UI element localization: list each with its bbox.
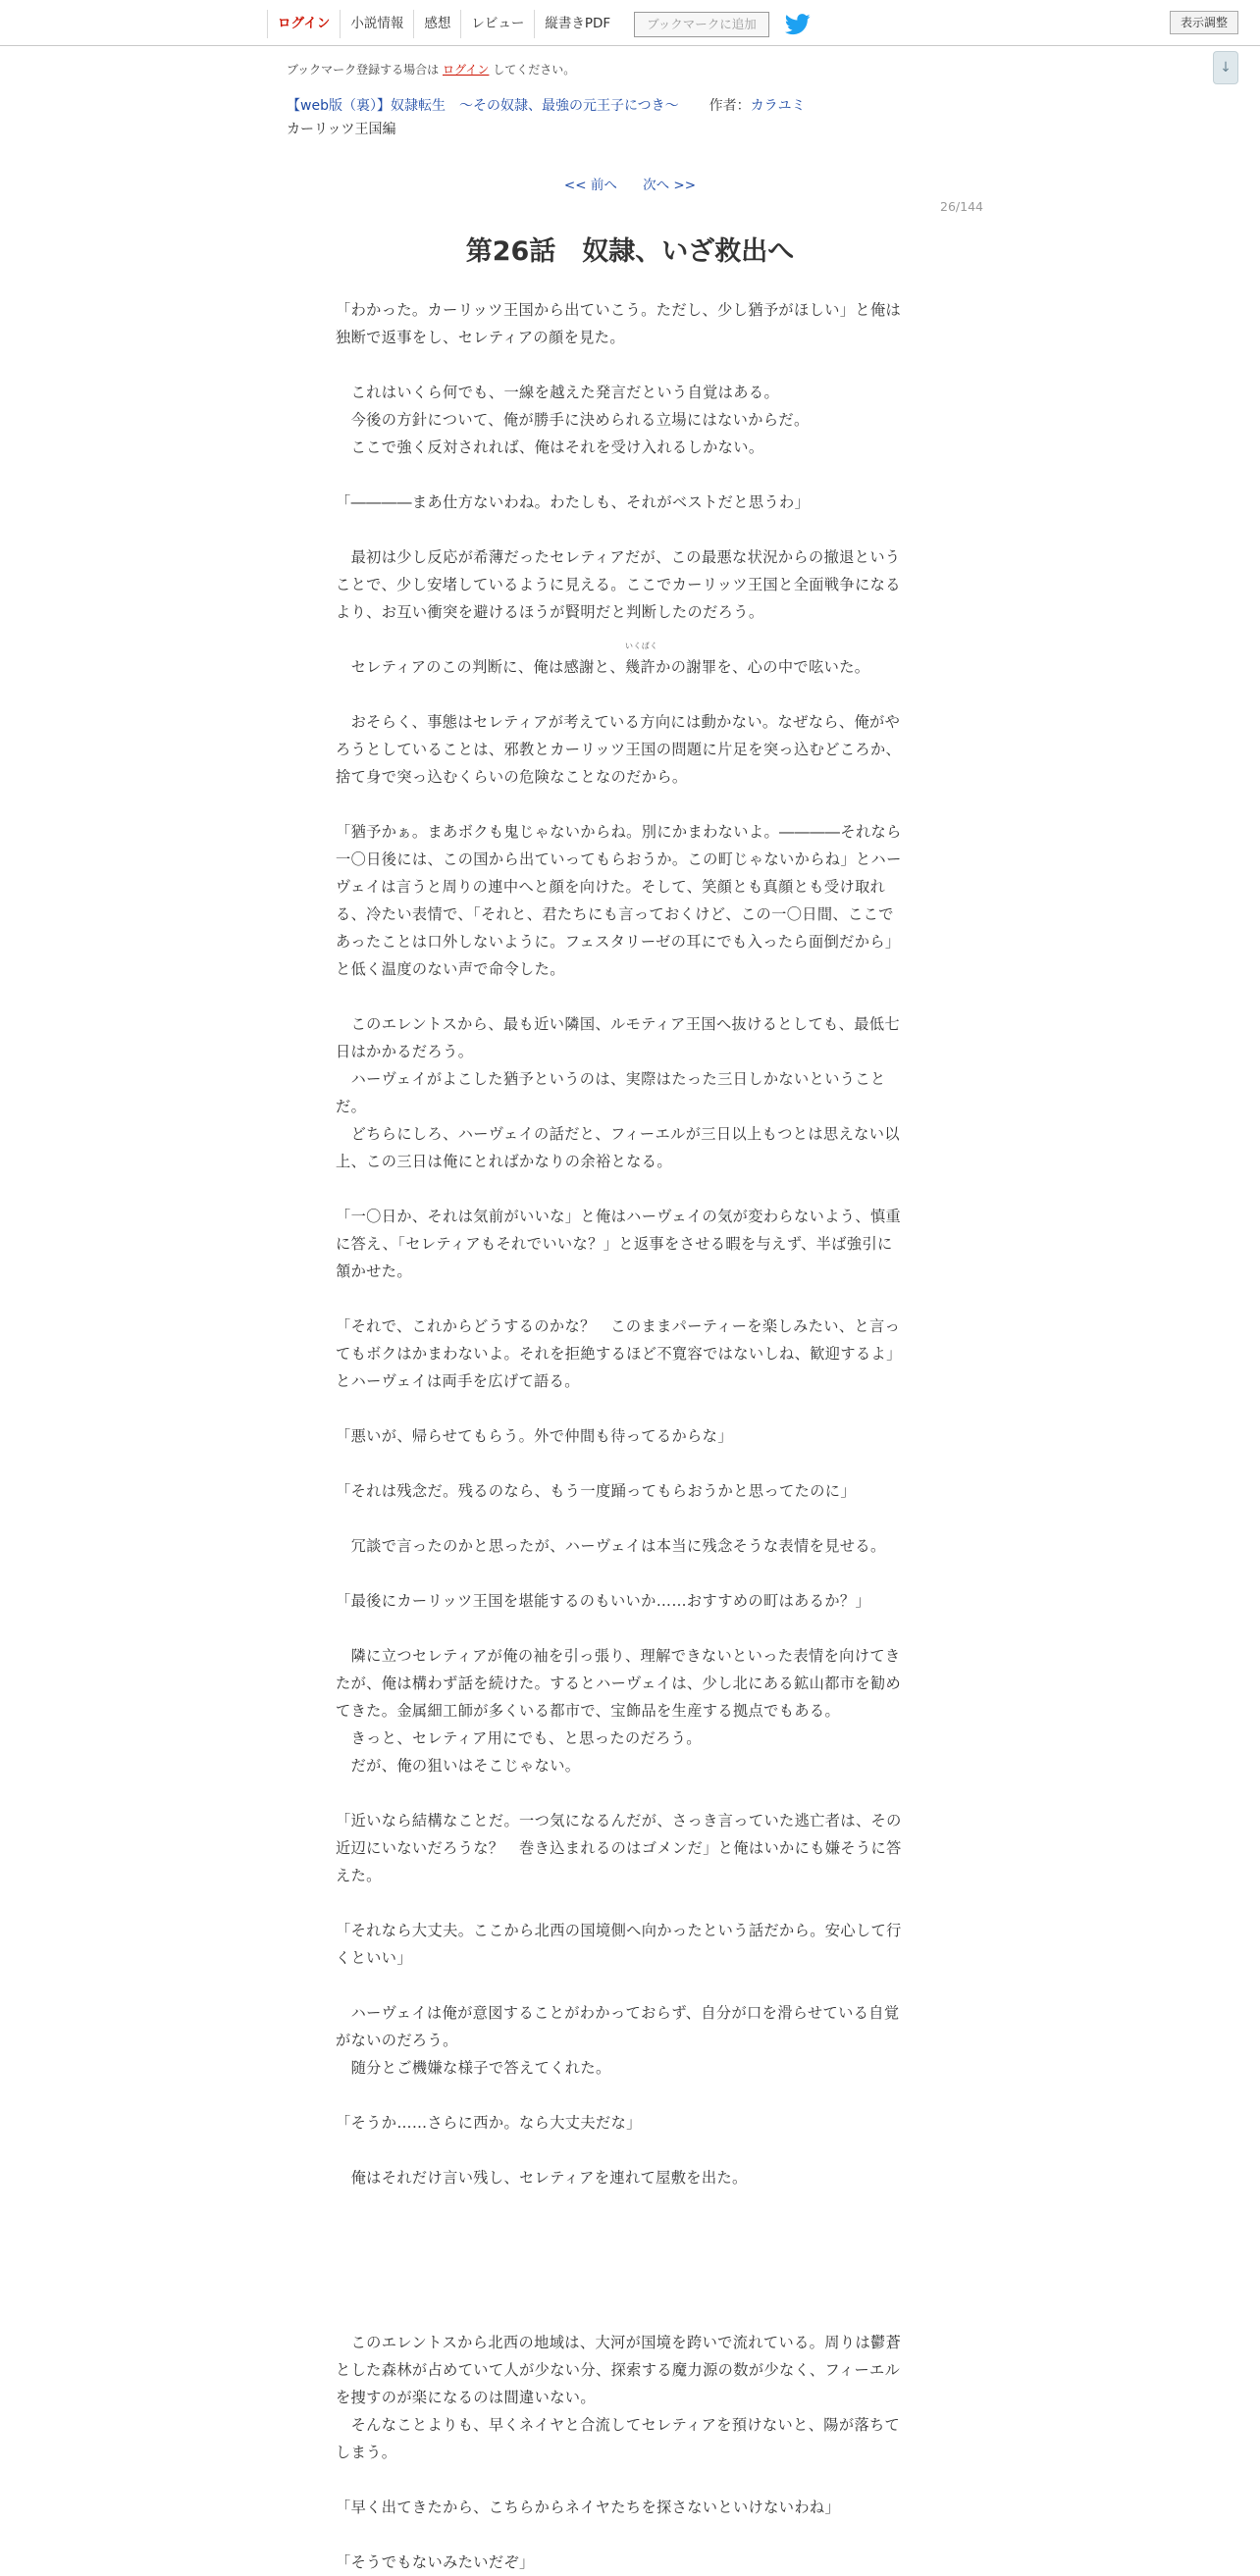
paragraph-gap [336, 516, 924, 543]
body-line: 「一〇日か、それは気前がいいな」と俺はハーヴェイの気が変わらないよう、慎重 [336, 1208, 902, 1225]
novel-body [336, 296, 924, 2576]
body-line: しまう。 [336, 2444, 397, 2461]
prev-chapter-link[interactable]: << 前へ [563, 178, 617, 193]
body-line: 「悪いが、帰らせてもらう。外で仲間も待ってるからな」 [336, 1427, 733, 1445]
paragraph-gap [336, 461, 924, 489]
login-notice-link[interactable]: ログイン [443, 63, 490, 77]
body-line: 「最後にカーリッツ王国を堪能するのもいいか……おすすめの町はあるか？」 [336, 1592, 871, 1610]
body-line [336, 642, 924, 681]
paragraph-gap [336, 2466, 924, 2494]
paragraph-gap [336, 2301, 924, 2329]
body-line: 「早く出てきたから、こちらからネイヤたちを探さないといけないわね」 [336, 2499, 841, 2516]
paragraph-gap [336, 1889, 924, 1917]
body-line: とハーヴェイは両手を広げて語る。 [336, 1372, 580, 1390]
paragraph-gap [336, 2082, 924, 2109]
body-line: 最初は少し反応が希薄だったセレティアだが、この最悪な状況からの撤退という [336, 548, 901, 566]
scroll-down-arrow-icon[interactable]: ↓ [1213, 51, 1238, 84]
ruby-reading: いくばく [624, 642, 658, 650]
body-line: ハーヴェイは俺が意図することがわかっておらず、自分が口を滑らせている自覚 [336, 2004, 900, 2022]
body-line: ヴェイは言うと周りの連中へと顔を向けた。そして、笑顔とも真顔とも受け取れ [336, 878, 886, 896]
body-line: 「それで、これからどうするのかな？ このままパーティーを楽しみたい、と言っ [336, 1317, 901, 1335]
paragraph-gap [336, 1450, 924, 1477]
nav-novel-info-link[interactable]: 小説情報 [340, 10, 413, 38]
body-line: 近辺にいないだろうな？ 巻き込まれるのはゴメンだ」と俺はいかにも嫌そうに答 [336, 1839, 902, 1857]
body-line: 捨て身で突っ込むくらいの危険なことなのだから。 [336, 768, 688, 786]
chapter-title: 第26話 奴隷、いざ救出へ [465, 236, 795, 267]
ruby-base: 幾許 [624, 658, 656, 676]
paragraph-gap [336, 1395, 924, 1422]
body-line: 「近いなら結構なことだ。一つ気になるんだが、さっき言っていた逃亡者は、その [336, 1812, 902, 1829]
paragraph-gap [336, 1505, 924, 1532]
series-info [287, 95, 806, 115]
paragraph-gap [336, 1972, 924, 1999]
nav-login-link[interactable]: ログイン [267, 10, 340, 38]
paragraph-gap [336, 2521, 924, 2549]
body-line: 「それは残念だ。残るのなら、もう一度踊ってもらおうかと思ってたのに」 [336, 1482, 856, 1500]
body-line: 日はかかるだろう。 [336, 1043, 474, 1060]
body-line: 独断で返事をし、セレティアの顔を見た。 [336, 329, 625, 346]
body-line: 頷かせた。 [336, 1262, 412, 1280]
nav-impressions-link[interactable]: 感想 [413, 10, 460, 38]
body-line: がないのだろう。 [336, 2032, 458, 2049]
body-line: きっと、セレティア用にでも、と思ったのだろう。 [336, 1729, 702, 1747]
scene-break [336, 2274, 924, 2301]
body-line: 「そうか……さらに西か。なら大丈夫だな」 [336, 2114, 642, 2132]
paragraph-gap [336, 1285, 924, 1313]
body-line: を捜すのが楽になるのは間違いない。 [336, 2389, 596, 2406]
chapter-count: 26/144 [940, 199, 983, 214]
body-line: えた。 [336, 1867, 382, 1884]
top-navigation-bar [0, 0, 1260, 46]
body-line: 上、この三日は俺にとればかなりの余裕となる。 [336, 1153, 672, 1170]
paragraph-gap [336, 1560, 924, 1587]
paragraph-gap [336, 791, 924, 818]
body-line: だ。 [336, 1098, 367, 1115]
body-line: と低く温度のない声で命令した。 [336, 960, 565, 978]
body-line: どちらにしろ、ハーヴェイの話だと、フィーエルが三日以上もつとは思えない以 [336, 1125, 900, 1143]
author-label: 作者： [709, 98, 751, 114]
body-line: とした森林が占めていて人が少ない分、探索する魔力源の数が少なく、フィーエル [336, 2361, 901, 2379]
body-line: 冗談で言ったのかと思ったが、ハーヴェイは本当に残念そうな表情を見せる。 [336, 1537, 886, 1555]
body-line: 「猶予かぁ。まあボクも鬼じゃないからね。別にかまわないよ。――――それなら [336, 823, 902, 841]
body-line: あったことは口外しないように。フェスタリーゼの耳にでも入ったら面倒だから」 [336, 933, 901, 951]
nav-menu [267, 10, 811, 38]
body-line: てきた。金属細工師が多くいる都市で、宝飾品を生産する拠点でもある。 [336, 1702, 841, 1720]
paragraph-gap [336, 1175, 924, 1203]
login-notice-text-after: してください。 [493, 63, 576, 77]
ruby-line-before: セレティアのこの判断に、俺は感謝と、 [336, 658, 625, 676]
body-line: 随分とご機嫌な様子で答えてくれた。 [336, 2059, 611, 2077]
body-line: より、お互い衝突を避けるほうが賢明だと判断したのだろう。 [336, 603, 764, 621]
paragraph-gap [336, 351, 924, 379]
body-line: 一〇日後には、この国から出ていってもらおうか。この町じゃないからね」とハー [336, 850, 902, 868]
body-line: これはいくら何でも、一線を越えた発言だという自覚はある。 [336, 384, 780, 401]
paragraph-gap [336, 983, 924, 1010]
next-chapter-link[interactable]: 次へ >> [643, 178, 697, 193]
paragraph-gap [336, 1615, 924, 1642]
body-line: ここで強く反対されれば、俺はそれを受け入れるしかない。 [336, 438, 764, 456]
body-line: ことで、少し安堵しているように見える。ここでカーリッツ王国と全面戦争になる [336, 576, 901, 593]
body-line: 今後の方針について、俺が勝手に決められる立場にはないからだ。 [336, 411, 810, 429]
login-notice-text-before: ブックマーク登録する場合は [287, 63, 440, 77]
twitter-bird-icon[interactable] [785, 14, 811, 35]
body-line: このエレントスから北西の地域は、大河が国境を跨いで流れている。周りは鬱蒼 [336, 2334, 902, 2351]
body-line: たが、俺は構わず話を続けた。するとハーヴェイは、少し北にある鉱山都市を勧め [336, 1674, 902, 1692]
body-line: 隣に立つセレティアが俺の袖を引っ張り、理解できないといった表情を向けてき [336, 1647, 901, 1665]
body-line: 「わかった。カーリッツ王国から出ていこう。ただし、少し猶予がほしい」と俺は [336, 301, 902, 319]
body-line: てもボクはかまわないよ。それを拒絶するほど不寛容ではないしね、歓迎するよ」 [336, 1345, 902, 1363]
body-line: る、冷たい表情で、「それと、君たちにも言っておくけど、この一〇日間、ここで [336, 905, 894, 923]
paragraph-gap [336, 2246, 924, 2274]
body-line: 俺はそれだけ言い残し、セレティアを連れて屋敷を出た。 [336, 2169, 748, 2187]
series-title-link[interactable]: 【web版（裏）】奴隷転生 ～その奴隷、最強の元王子につき～ [287, 98, 679, 114]
bookmark-login-notice [287, 61, 575, 77]
body-line: ろうとしていることは、邪教とカーリッツ王国の問題に片足を突っ込むどころか、 [336, 741, 902, 758]
paragraph-gap [336, 681, 924, 708]
body-line: 「そうでもないみたいだぞ」 [336, 2553, 535, 2571]
scene-break [336, 2219, 924, 2246]
arc-title: カーリッツ王国編 [287, 122, 396, 137]
bookmark-add-button[interactable]: ブックマークに追加 [634, 12, 769, 37]
body-line: おそらく、事態はセレティアが考えている方向には動かない。なぜなら、俺がや [336, 713, 901, 731]
nav-vertical-pdf-link[interactable]: 縦書きPDF [534, 10, 620, 38]
ruby-line-after: かの謝罪を、心の中で呟いた。 [656, 658, 870, 676]
body-line: だが、俺の狙いはそこじゃない。 [336, 1757, 581, 1775]
display-settings-button[interactable]: 表示調整 [1170, 11, 1238, 34]
body-line: このエレントスから、最も近い隣国、ルモティア王国へ抜けるとしても、最低七 [336, 1015, 900, 1033]
author-link[interactable]: カラユミ [750, 98, 806, 114]
ruby-word [624, 642, 658, 681]
paragraph-gap [336, 2137, 924, 2164]
nav-review-link[interactable]: レビュー [460, 10, 534, 38]
paragraph-gap [336, 1779, 924, 1807]
body-line: くといい」 [336, 1949, 412, 1967]
body-line: に答え、「セレティアもそれでいいな？」と返事をさせる暇を与えず、半ば強引に [336, 1235, 893, 1253]
paragraph-gap [336, 2191, 924, 2219]
body-line: ハーヴェイがよこした猶予というのは、実際はたった三日しかないということ [336, 1070, 886, 1088]
chapter-pager [0, 174, 1260, 193]
body-line: そんなことよりも、早くネイヤと合流してセレティアを預けないと、陽が落ちて [336, 2416, 901, 2434]
body-line: 「それなら大丈夫。ここから北西の国境側へ向かったという話だから。安心して行 [336, 1922, 902, 1939]
body-line: 「――――まあ仕方ないわね。わたしも、それがベストだと思うわ」 [336, 493, 811, 511]
